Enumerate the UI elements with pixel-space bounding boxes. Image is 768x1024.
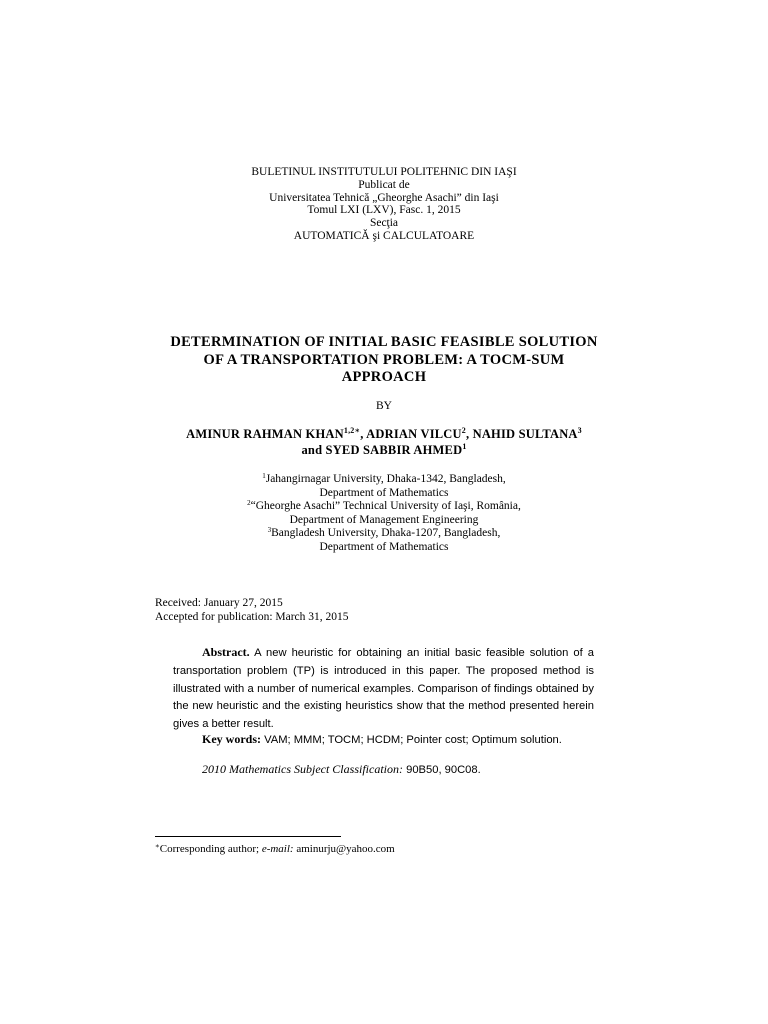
author-4-sup: 1 — [462, 442, 467, 451]
paper-title — [0, 334, 768, 387]
affiliation-text: Bangladesh University, Dhaka-1207, Bangladesh, — [271, 527, 501, 540]
affiliation-line — [0, 527, 768, 541]
section-label: Secţia — [369, 217, 399, 230]
keywords — [202, 732, 562, 747]
authors-line-2 — [0, 442, 768, 458]
footnote-marker: ∗ — [155, 842, 160, 850]
msc-codes: 90B50, 90C08. — [402, 764, 481, 776]
msc-label: 2010 Mathematics Subject Classification: — [202, 762, 403, 776]
journal-header — [0, 166, 768, 243]
email-label: e-mail: — [261, 843, 294, 855]
authors-line-1 — [0, 426, 768, 442]
affiliation-sup: 1 — [262, 472, 266, 480]
received-date: Received: January 27, 2015 — [155, 597, 283, 609]
affiliation-line — [0, 541, 768, 555]
corresponding-author-footnote — [155, 843, 395, 855]
submission-dates — [155, 597, 349, 624]
title-line-3: APPROACH — [341, 369, 427, 385]
title-line-1: DETERMINATION OF INITIAL BASIC FEASIBLE SOLUTION — [170, 334, 598, 350]
abstract-text: A new heuristic for obtaining an initial basic feasible solution of a transportation problem (TP) is introduced in this paper. The proposed method is illustrated with a number of numerical examples. Comparison of findings obtained by the new heuristic and the existing heuristics show that the method presented herein gives a better result. — [173, 647, 594, 731]
affiliation-line — [0, 514, 768, 528]
msc-classification — [202, 762, 481, 777]
affiliation-text: Jahangirnagar University, Dhaka-1342, Bangladesh, — [265, 473, 506, 485]
section-name: AUTOMATICĂ şi CALCULATOARE — [293, 229, 475, 242]
affiliation-line — [0, 487, 768, 501]
author-4: and SYED SABBIR AHMED — [301, 443, 463, 457]
affiliation-line — [0, 500, 768, 514]
keywords-text: VAM; MMM; TOCM; HCDM; Pointer cost; Optimum solution. — [261, 734, 562, 746]
affiliation-text: Department of Mathematics — [319, 486, 449, 499]
by-label: BY — [376, 400, 392, 412]
affiliations — [0, 473, 768, 555]
author-2-sup: 2 — [461, 426, 466, 435]
title-line-2: OF A TRANSPORTATION PROBLEM: A TOCM-SUM — [203, 351, 565, 368]
abstract-label: Abstract. — [202, 645, 250, 659]
keywords-label: Key words: — [202, 732, 261, 746]
author-list — [0, 426, 768, 458]
accepted-date: Accepted for publication: March 31, 2015 — [155, 610, 349, 623]
author-3: , NAHID SULTANA — [465, 427, 578, 441]
affiliation-text: Department of Management Engineering — [289, 513, 479, 526]
author-2: , ADRIAN VILCU — [360, 427, 462, 441]
publisher-name: Universitatea Tehnică „Gheorghe Asachi” din Iaşi — [269, 191, 499, 204]
footnote-text: Corresponding author; — [159, 843, 262, 855]
footnote-separator — [155, 836, 341, 837]
author-3-sup: 3 — [577, 426, 582, 435]
affiliation-sup: 3 — [267, 526, 272, 535]
affiliation-text: “Gheorghe Asachi” Technical University of Iaşi, România, — [250, 500, 521, 513]
journal-name: BULETINUL INSTITUTULUI POLITEHNIC DIN IAŞI — [251, 166, 517, 178]
author-1: AMINUR RAHMAN KHAN — [186, 427, 344, 441]
publisher-label: Publicat de — [358, 178, 410, 191]
abstract — [173, 644, 594, 734]
affiliation-text: Department of Mathematics — [319, 540, 449, 553]
volume-info: Tomul LXI (LXV), Fasc. 1, 2015 — [307, 204, 461, 217]
affiliation-line — [0, 473, 768, 487]
author-1-sup: 1,2∗ — [343, 426, 361, 435]
affiliation-sup: 2 — [247, 499, 251, 508]
abstract-paragraph — [173, 644, 594, 734]
email-address: aminurju@yahoo.com — [293, 843, 395, 855]
